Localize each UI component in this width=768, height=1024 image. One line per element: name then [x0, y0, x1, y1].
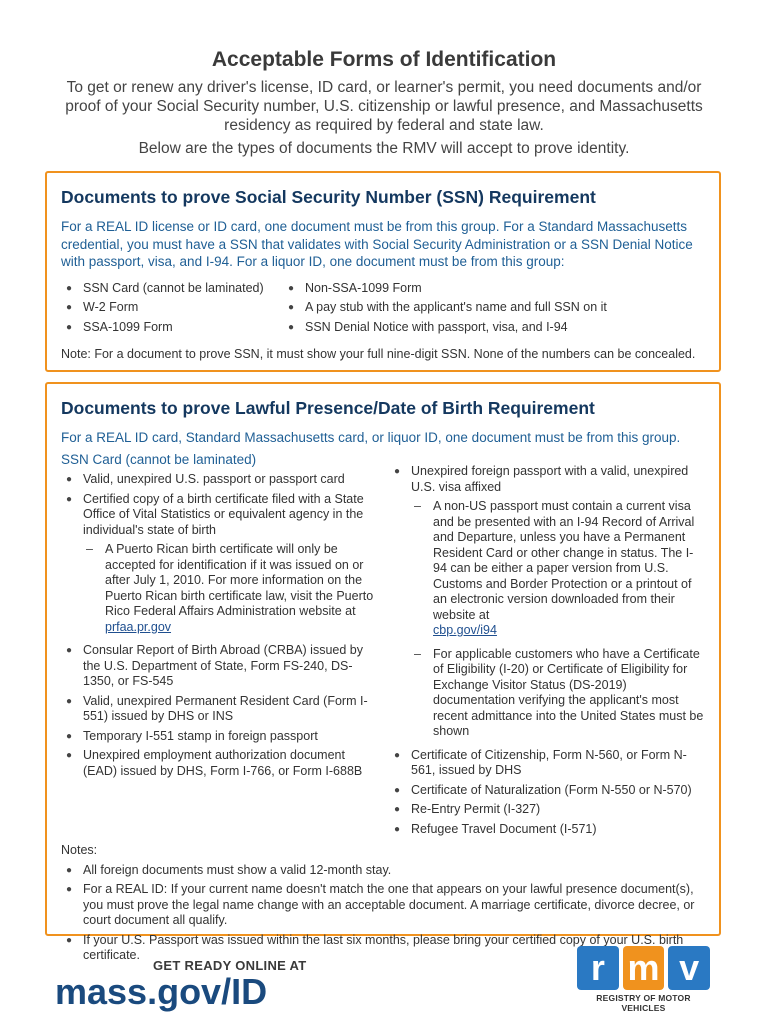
lawful-left-list: [61, 472, 375, 841]
sub-list: [411, 499, 705, 740]
lawful-subhead: SSN Card (cannot be laminated): [61, 451, 257, 467]
sub-list: [83, 542, 375, 635]
lawful-right-list: [389, 464, 705, 841]
get-ready-text: GET READY ONLINE AT: [153, 958, 307, 973]
ssn-description: For a REAL ID license or ID card, one document must be from this group. For a Standard Massachusetts credential, you must have a SSN that validates with Social Security Administration or a SSN Denial Notice with passport, visa, and I-94. For a liquor ID, one document must be from this group:: [61, 219, 693, 269]
list-item: ● Valid, unexpired Permanent Resident Card (Form I-551) issued by DHS or INS: [61, 694, 375, 725]
list-item: ● Certificate of Citizenship, Form N-560, or Form N-561, issued by DHS: [389, 748, 705, 779]
page-header: [0, 48, 768, 158]
registry-text: REGISTRY OF MOTOR VEHICLES: [596, 993, 691, 1013]
ssn-section: [45, 171, 721, 372]
list-item: ● Unexpired employment authorization document (EAD) issued by DHS, Form I-766, or Form I-688B: [61, 748, 375, 779]
rmv-logo-letter-r: r: [577, 946, 619, 990]
list-item: [61, 492, 375, 636]
ssn-lists: [61, 281, 705, 340]
rmv-logo: [577, 946, 710, 1013]
list-item: ● Valid, unexpired U.S. passport or passport card: [61, 472, 375, 488]
rmv-logo-letter-v: v: [668, 946, 710, 990]
note-item: ● All foreign documents must show a valid 12-month stay.: [61, 863, 705, 879]
notes-label: Notes:: [61, 843, 98, 857]
list-item: ● A pay stub with the applicant's name and full SSN on it: [283, 300, 703, 316]
ssn-section-title: Documents to prove Social Security Number (SSN) Requirement: [61, 187, 596, 207]
rmv-logo-letter-m: m: [623, 946, 665, 990]
lawful-description: For a REAL ID card, Standard Massachusetts card, or liquor ID, one document must be from this group.: [61, 430, 681, 445]
list-item: ● Non-SSA-1099 Form: [283, 281, 703, 297]
intro-text-2: Below are the types of documents the RMV will accept to prove identity.: [138, 140, 630, 157]
list-item-text: Certified copy of a birth certificate filed with a State Office of Vital Statistics or equivalent agency in the individual's state of birth: [83, 491, 364, 537]
lawful-presence-section: [45, 382, 721, 962]
list-item: ● Temporary I-551 stamp in foreign passport: [61, 729, 375, 745]
sub-list-item: – For applicable customers who have a Certificate of Eligibility (I-20) or Certificate of Eligibility for Exchange Visitor Status (DS-2019) documentation verifying the applicant's most recent admittance into the United States must be shown: [411, 647, 705, 740]
rmv-logo-tiles: [577, 946, 710, 990]
sub-list-item-text: A non-US passport must contain a current visa and be presented with an I-94 Record of Arrival and Departure, unless you have a Permanent Resident Card or other change in status. The I-94 can be either a paper version from U.S. Customs and Border Protection or a printout of an electronic version downloaded from their website at: [433, 499, 695, 622]
lawful-lists: [61, 464, 705, 841]
list-item: ● Certificate of Naturalization (Form N-550 or N-570): [389, 783, 705, 799]
ssn-note: Note: For a document to prove SSN, it must show your full nine-digit SSN. None of the numbers can be concealed.: [61, 347, 696, 361]
mass-gov-id-link[interactable]: mass.gov/ID: [55, 971, 268, 1012]
list-item: ● Consular Report of Birth Abroad (CRBA) issued by the U.S. Department of State, Form FS-240, DS-1350, or FS-545: [61, 643, 375, 690]
ssn-left-list: [61, 281, 283, 340]
note-item: ● If your U.S. Passport was issued within the last six months, please bring your certified copy of your U.S. birth certificate.: [61, 933, 705, 964]
list-item: ● Refugee Travel Document (I-571): [389, 822, 705, 838]
list-item: ● SSA-1099 Form: [61, 320, 283, 336]
sub-list-item: [83, 542, 375, 635]
footer-promo: [55, 958, 307, 1011]
sub-list-item: [411, 499, 705, 639]
cbp-link[interactable]: cbp.gov/i94: [433, 623, 497, 637]
page-title: Acceptable Forms of Identification: [211, 48, 557, 71]
list-item: ● W-2 Form: [61, 300, 283, 316]
list-item: ● SSN Denial Notice with passport, visa, and I-94: [283, 320, 703, 336]
list-item: ● SSN Card (cannot be laminated): [61, 281, 283, 297]
ssn-right-list: [283, 281, 703, 340]
prfaa-link[interactable]: prfaa.pr.gov: [105, 619, 172, 634]
list-item: [389, 464, 705, 740]
lawful-section-title: Documents to prove Lawful Presence/Date of Birth Requirement: [61, 398, 595, 418]
list-item: ● Re-Entry Permit (I-327): [389, 802, 705, 818]
list-item-text: Unexpired foreign passport with a valid, unexpired U.S. visa affixed: [411, 464, 689, 494]
sub-list-item-text: A Puerto Rican birth certificate will only be accepted for identification if it was issued on or after July 1, 2010. For more information on the Puerto Rican birth certificate law, visit the Puerto Rico Federal Affairs Administration website at: [105, 542, 374, 618]
intro-text: To get or renew any driver's license, ID card, or learner's permit, you need documents and/or proof of your Social Security number, U.S. citizenship or lawful presence, and Massachusetts residency as required by federal and state law.: [65, 79, 703, 134]
note-item: ● For a REAL ID: If your current name doesn't match the one that appears on your lawful presence document(s), you must prove the legal name change with an acceptable document. A marriage certificate, divorce decree, or court document all qualify.: [61, 882, 705, 929]
